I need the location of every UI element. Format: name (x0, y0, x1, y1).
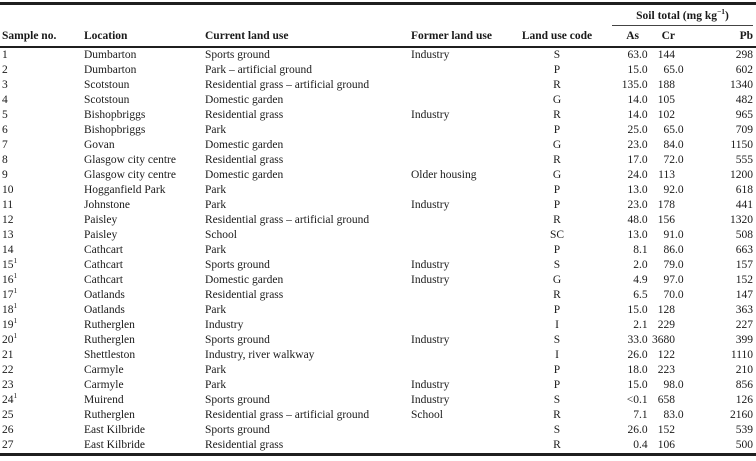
table-row (0, 243, 756, 258)
cell-land-use-code: R (553, 79, 561, 91)
cell-location: Paisley (84, 229, 118, 241)
cell-land-use-code: SC (549, 229, 565, 241)
table-row (0, 168, 756, 183)
cell-as: 8.1 (633, 244, 648, 256)
cell-former-land-use: Industry (411, 49, 450, 61)
soil-total-group-header (603, 4, 756, 27)
cell-current-land-use: Park (205, 244, 227, 256)
cell-cr: 72.0 (663, 154, 684, 166)
cell-former-land-use: Industry (411, 259, 450, 271)
cell-land-use-code: P (553, 304, 561, 316)
cell-sample-no: 21 (2, 349, 14, 361)
cell-cr: 188 (657, 79, 675, 91)
soil-total-label: Soil total (mg $kg^{-1}$) (612, 10, 753, 26)
cell-cr: 128 (657, 304, 675, 316)
table-row (0, 273, 756, 288)
cell-location: Dumbarton (84, 49, 137, 61)
cell-pb: 298 (735, 49, 754, 61)
cell-land-use-code: R (553, 214, 561, 226)
table-row (0, 303, 756, 318)
table-row (0, 378, 756, 393)
cell-land-use-code: S (553, 334, 561, 346)
cell-location: Johnstone (84, 199, 130, 211)
table-row (0, 423, 756, 438)
cell-land-use-code: I (555, 349, 559, 361)
cell-sample-no: 27 (2, 439, 14, 451)
cell-land-use-code: G (552, 139, 562, 151)
cell-location: Bishopbriggs (84, 109, 146, 121)
cell-location: East Kilbride (84, 439, 145, 451)
table-row (0, 153, 756, 168)
cell-as: 0.4 (633, 439, 648, 451)
cell-sample-no: 12 (2, 214, 14, 226)
cell-sample-no: 19$^1$ (2, 316, 18, 331)
cell-location: Paisley (84, 214, 118, 226)
cell-as: 17.0 (627, 154, 648, 166)
cell-as: 25.0 (627, 124, 648, 136)
table-row (0, 47, 756, 63)
cell-current-land-use: Residential grass (205, 439, 284, 451)
cell-sample-no: 8 (2, 154, 8, 166)
cell-sample-no: 16$^1$ (2, 271, 18, 286)
cell-current-land-use: Domestic garden (205, 274, 284, 286)
cell-sample-no: 18$^1$ (2, 301, 18, 316)
cell-as: 14.0 (627, 94, 648, 106)
cell-land-use-code: S (553, 424, 561, 436)
cell-sample-no: 24$^1$ (2, 391, 18, 406)
table-row (0, 138, 756, 153)
cell-as: 23.0 (627, 139, 648, 151)
cell-cr: 106 (657, 439, 675, 451)
header-spacer (0, 4, 603, 27)
cell-former-land-use (409, 78, 511, 93)
cell-former-land-use (409, 363, 511, 378)
cell-former-land-use (409, 123, 511, 138)
cell-land-use-code: G (552, 94, 562, 106)
cell-current-land-use: School (205, 229, 237, 241)
cell-current-land-use: Residential grass (205, 109, 284, 121)
cell-cr: 178 (657, 199, 675, 211)
cell-location: Oatlands (84, 289, 125, 301)
cell-cr: 113 (658, 169, 675, 181)
cell-former-land-use (409, 93, 511, 108)
cell-land-use-code: G (552, 169, 562, 181)
cell-location: Muirend (84, 394, 124, 406)
cell-sample-no: 5 (2, 109, 8, 121)
cell-land-use-code: P (553, 244, 561, 256)
cell-location: Oatlands (84, 304, 125, 316)
cell-location: Dumbarton (84, 64, 137, 76)
cell-former-land-use (409, 303, 511, 318)
cell-as: 15.0 (627, 304, 648, 316)
cell-cr: 3680 (652, 334, 675, 346)
table-row (0, 318, 756, 333)
soil-samples-table (0, 2, 756, 456)
cell-land-use-code: S (553, 259, 561, 271)
cell-sample-no: 25 (2, 409, 14, 421)
cell-location: Rutherglen (84, 334, 135, 346)
cell-sample-no: 11 (2, 199, 14, 211)
cell-location: Scotstoun (84, 79, 130, 91)
cell-land-use-code: R (553, 439, 561, 451)
col-header-pb: Pb (686, 26, 756, 47)
col-header-former-land-use: Former land use (409, 26, 511, 47)
cell-location: Scotstoun (84, 94, 130, 106)
cell-former-land-use: Industry (411, 394, 450, 406)
cell-cr: 65.0 (663, 64, 684, 76)
cell-location: Govan (84, 139, 115, 151)
cell-current-land-use: Industry, river walkway (205, 349, 315, 361)
footnote-marker: 1 (13, 256, 18, 266)
table-row (0, 288, 756, 303)
cell-former-land-use: Industry (411, 199, 450, 211)
cell-cr: 92.0 (663, 184, 684, 196)
cell-current-land-use: Park (205, 124, 227, 136)
cell-pb: 500 (735, 439, 754, 451)
cell-pb: 618 (735, 184, 754, 196)
cell-cr: 156 (657, 214, 675, 226)
cell-pb: 1340 (730, 79, 754, 91)
cell-former-land-use (409, 63, 511, 78)
cell-current-land-use: Residential grass (205, 289, 284, 301)
cell-pb: 441 (735, 199, 754, 211)
cell-location: Glasgow city centre (84, 169, 176, 181)
cell-as: 26.0 (627, 349, 648, 361)
cell-as: 135.0 (621, 79, 648, 91)
col-header-location: Location (82, 26, 203, 47)
group-header-row (0, 4, 756, 27)
cell-sample-no: 23 (2, 379, 14, 391)
cell-current-land-use: Park (205, 184, 227, 196)
cell-sample-no: 26 (2, 424, 14, 436)
cell-current-land-use: Sports ground (205, 394, 270, 406)
col-header-current-land-use: Current land use (203, 26, 409, 47)
cell-current-land-use: Sports ground (205, 259, 270, 271)
cell-pb: 2160 (730, 409, 754, 421)
cell-former-land-use: Industry (411, 274, 450, 286)
cell-former-land-use: Industry (411, 109, 450, 121)
cell-land-use-code: P (553, 379, 561, 391)
cell-location: Rutherglen (84, 409, 135, 421)
col-header-land-use-code: Land use code (511, 26, 603, 47)
cell-cr: 65.0 (663, 124, 684, 136)
cell-location: Carmyle (84, 364, 124, 376)
cell-sample-no: 6 (2, 124, 8, 136)
cell-location: Glasgow city centre (84, 154, 176, 166)
cell-pb: 363 (735, 304, 754, 316)
superscript-unit: −1 (716, 7, 726, 17)
cell-pb: 126 (735, 394, 754, 406)
cell-as: 23.0 (627, 199, 648, 211)
cell-current-land-use: Sports ground (205, 334, 270, 346)
cell-former-land-use: School (411, 409, 443, 421)
table-row (0, 348, 756, 363)
cell-land-use-code: R (553, 154, 561, 166)
cell-cr: 102 (657, 109, 675, 121)
cell-cr: 229 (657, 319, 675, 331)
cell-pb: 1320 (730, 214, 754, 226)
footnote-marker: 1 (13, 271, 18, 281)
cell-land-use-code: R (553, 109, 561, 121)
cell-current-land-use: Residential grass – artificial ground (205, 79, 370, 91)
cell-land-use-code: R (553, 409, 561, 421)
cell-as: 24.0 (627, 169, 648, 181)
cell-current-land-use: Industry (205, 319, 244, 331)
cell-sample-no: 7 (2, 139, 8, 151)
cell-cr: 152 (657, 424, 675, 436)
cell-as: 15.0 (627, 379, 648, 391)
cell-current-land-use: Park (205, 364, 227, 376)
table-row (0, 333, 756, 348)
cell-cr: 97.0 (663, 274, 684, 286)
cell-location: Shettleston (84, 349, 136, 361)
cell-pb: 663 (735, 244, 754, 256)
cell-location: Cathcart (84, 259, 123, 271)
col-header-cr: Cr (650, 26, 686, 47)
cell-former-land-use (409, 228, 511, 243)
cell-former-land-use (409, 138, 511, 153)
cell-land-use-code: S (553, 394, 561, 406)
cell-pb: 555 (735, 154, 754, 166)
cell-current-land-use: Park (205, 379, 227, 391)
cell-former-land-use: Industry (411, 334, 450, 346)
footnote-marker: 1 (13, 391, 18, 401)
cell-cr: 70.0 (663, 289, 684, 301)
cell-current-land-use: Park – artificial ground (205, 64, 312, 76)
cell-pb: 539 (735, 424, 754, 436)
cell-as: 18.0 (627, 364, 648, 376)
cell-sample-no: 17$^1$ (2, 286, 18, 301)
cell-sample-no: 22 (2, 364, 14, 376)
cell-location: Cathcart (84, 244, 123, 256)
table-row (0, 393, 756, 408)
table-header (0, 4, 756, 48)
cell-location: East Kilbride (84, 424, 145, 436)
cell-former-land-use (409, 213, 511, 228)
cell-as: 4.9 (633, 274, 648, 286)
footnote-marker: 1 (13, 286, 18, 296)
cell-land-use-code: I (555, 319, 559, 331)
cell-sample-no: 10 (2, 184, 14, 196)
cell-sample-no: 3 (2, 79, 8, 91)
cell-pb: 1110 (730, 349, 754, 361)
cell-former-land-use (409, 423, 511, 438)
cell-former-land-use (409, 348, 511, 363)
cell-pb: 1200 (730, 169, 754, 181)
cell-pb: 508 (735, 229, 754, 241)
cell-current-land-use: Residential grass (205, 154, 284, 166)
cell-pb: 399 (735, 334, 754, 346)
cell-location: Carmyle (84, 379, 124, 391)
cell-land-use-code: G (552, 274, 562, 286)
cell-cr: 105 (657, 94, 675, 106)
cell-as: 6.5 (633, 289, 648, 301)
table-row (0, 78, 756, 93)
footnote-marker: 1 (13, 301, 18, 311)
cell-location: Hogganfield Park (84, 184, 166, 196)
cell-former-land-use (409, 318, 511, 333)
table-row (0, 438, 756, 455)
cell-current-land-use: Sports ground (205, 49, 270, 61)
cell-as: 48.0 (627, 214, 648, 226)
cell-land-use-code: R (553, 289, 561, 301)
cell-former-land-use: Industry (411, 379, 450, 391)
cell-current-land-use: Park (205, 199, 227, 211)
cell-as: 26.0 (627, 424, 648, 436)
cell-sample-no: 15$^1$ (2, 256, 18, 271)
table-row (0, 363, 756, 378)
cell-cr: 122 (657, 349, 675, 361)
cell-cr: 98.0 (663, 379, 684, 391)
cell-location: Rutherglen (84, 319, 135, 331)
cell-pb: 152 (735, 274, 754, 286)
cell-current-land-use: Domestic garden (205, 94, 284, 106)
cell-pb: 965 (735, 109, 754, 121)
cell-current-land-use: Residential grass – artificial ground (205, 409, 370, 421)
cell-location: Bishopbriggs (84, 124, 146, 136)
cell-land-use-code: P (553, 199, 561, 211)
cell-as: 7.1 (633, 409, 648, 421)
cell-pb: 157 (735, 259, 754, 271)
cell-sample-no: 14 (2, 244, 14, 256)
cell-as: 2.0 (633, 259, 648, 271)
cell-current-land-use: Sports ground (205, 424, 270, 436)
cell-cr: 658 (657, 394, 675, 406)
table-body (0, 47, 756, 455)
cell-cr: 144 (657, 49, 675, 61)
cell-sample-no: 13 (2, 229, 14, 241)
cell-sample-no: 4 (2, 94, 8, 106)
cell-pb: 482 (735, 94, 754, 106)
cell-location: Cathcart (84, 274, 123, 286)
table-row (0, 108, 756, 123)
table-row (0, 63, 756, 78)
table-row (0, 258, 756, 273)
cell-former-land-use (409, 183, 511, 198)
table-row (0, 183, 756, 198)
cell-sample-no: 9 (2, 169, 8, 181)
cell-pb: 147 (735, 289, 754, 301)
footnote-marker: 1 (13, 316, 18, 326)
cell-former-land-use (409, 243, 511, 258)
cell-sample-no: 2 (2, 64, 8, 76)
table-row (0, 198, 756, 213)
footnote-marker: 1 (13, 331, 18, 341)
column-header-row (0, 26, 756, 47)
cell-pb: 602 (735, 64, 754, 76)
cell-former-land-use (409, 153, 511, 168)
cell-pb: 210 (735, 364, 754, 376)
col-header-as: As (603, 26, 650, 47)
cell-sample-no: 20$^1$ (2, 331, 18, 346)
cell-former-land-use (409, 438, 511, 455)
cell-cr: 79.0 (663, 259, 684, 271)
cell-cr: 86.0 (663, 244, 684, 256)
table-row (0, 123, 756, 138)
cell-cr: 83.0 (663, 409, 684, 421)
cell-as: 33.0 (627, 334, 648, 346)
cell-as: 15.0 (627, 64, 648, 76)
cell-current-land-use: Residential grass – artificial ground (205, 214, 370, 226)
cell-land-use-code: P (553, 124, 561, 136)
cell-as: 13.0 (627, 229, 648, 241)
cell-as: 13.0 (627, 184, 648, 196)
cell-pb: 709 (735, 124, 754, 136)
cell-sample-no: 1 (2, 49, 8, 61)
cell-pb: 227 (735, 319, 754, 331)
cell-current-land-use: Domestic garden (205, 169, 284, 181)
table-row (0, 228, 756, 243)
table-row (0, 408, 756, 423)
cell-current-land-use: Park (205, 304, 227, 316)
cell-pb: 856 (735, 379, 754, 391)
cell-as: 63.0 (627, 49, 648, 61)
cell-as: 14.0 (627, 109, 648, 121)
cell-pb: 1150 (730, 139, 754, 151)
col-header-sample-no: Sample no. (0, 26, 82, 47)
table-row (0, 93, 756, 108)
cell-cr: 223 (657, 364, 675, 376)
cell-cr: 84.0 (663, 139, 684, 151)
cell-current-land-use: Domestic garden (205, 139, 284, 151)
cell-land-use-code: P (553, 184, 561, 196)
cell-land-use-code: P (553, 64, 561, 76)
cell-land-use-code: S (553, 49, 561, 61)
cell-land-use-code: P (553, 364, 561, 376)
cell-cr: 91.0 (663, 229, 684, 241)
cell-former-land-use (409, 288, 511, 303)
table-row (0, 213, 756, 228)
cell-former-land-use: Older housing (411, 169, 477, 181)
cell-as: <0.1 (626, 394, 648, 406)
cell-as: 2.1 (633, 319, 648, 331)
